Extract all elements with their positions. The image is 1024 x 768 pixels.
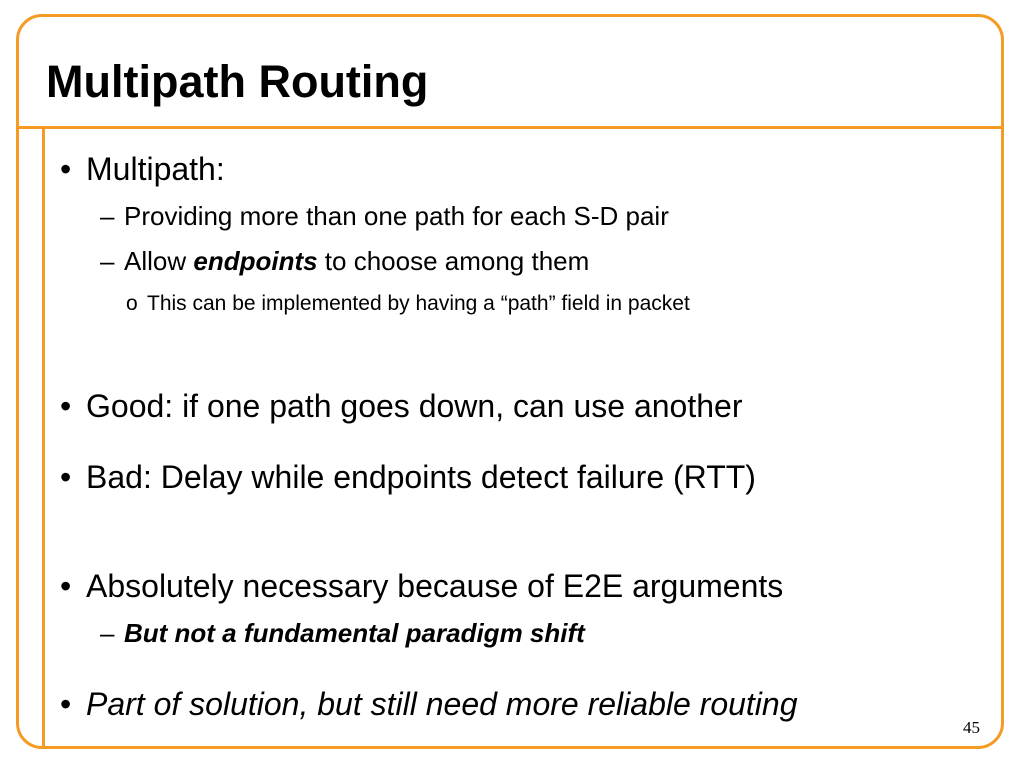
sub-sub-bullet-path-field bbox=[126, 290, 690, 318]
bullet-multipath bbox=[60, 149, 225, 189]
bullet-marker: • bbox=[60, 151, 72, 187]
bullet-marker: • bbox=[60, 388, 72, 424]
sub-bullet-text: Providing more than one path for each S-D pair bbox=[124, 201, 669, 231]
bullet-marker: • bbox=[60, 568, 72, 604]
bullet-marker: • bbox=[60, 459, 72, 495]
dash-marker: – bbox=[100, 618, 115, 648]
sub-sub-bullet-text: This can be implemented by having a “path” field in packet bbox=[147, 292, 690, 315]
sub-bullet-paradigm-shift bbox=[100, 616, 585, 650]
bullet-absolutely-necessary bbox=[60, 566, 783, 606]
slide-title: Multipath Routing bbox=[46, 56, 429, 107]
bullet-marker: • bbox=[60, 686, 72, 722]
bullet-text: Multipath: bbox=[86, 151, 225, 187]
endpoints-emphasis: endpoints bbox=[193, 246, 318, 276]
bullet-good bbox=[60, 386, 742, 426]
bullet-text: Absolutely necessary because of E2E arguments bbox=[86, 568, 784, 604]
left-rule bbox=[42, 126, 45, 749]
sub-bullet-text-end: to choose among them bbox=[317, 246, 590, 276]
dash-marker: – bbox=[100, 201, 115, 231]
bullet-part-of-solution bbox=[60, 684, 798, 724]
title-rule bbox=[16, 126, 1004, 129]
bullet-text: Good: if one path goes down, can use another bbox=[86, 388, 743, 424]
sub-bullet-text-start: Allow bbox=[124, 246, 194, 276]
bullet-bad bbox=[60, 457, 756, 497]
sub-bullet-more-paths bbox=[100, 199, 669, 233]
slide-number: 45 bbox=[963, 718, 980, 737]
sub-bullet-text: But not a fundamental paradigm shift bbox=[124, 618, 585, 648]
dash-marker: – bbox=[100, 246, 115, 276]
bullet-text: Bad: Delay while endpoints detect failure (RTT) bbox=[86, 459, 756, 495]
sub-bullet-allow-endpoints bbox=[100, 244, 589, 278]
sub-marker: o bbox=[126, 292, 138, 315]
bullet-text: Part of solution, but still need more reliable routing bbox=[86, 686, 798, 722]
